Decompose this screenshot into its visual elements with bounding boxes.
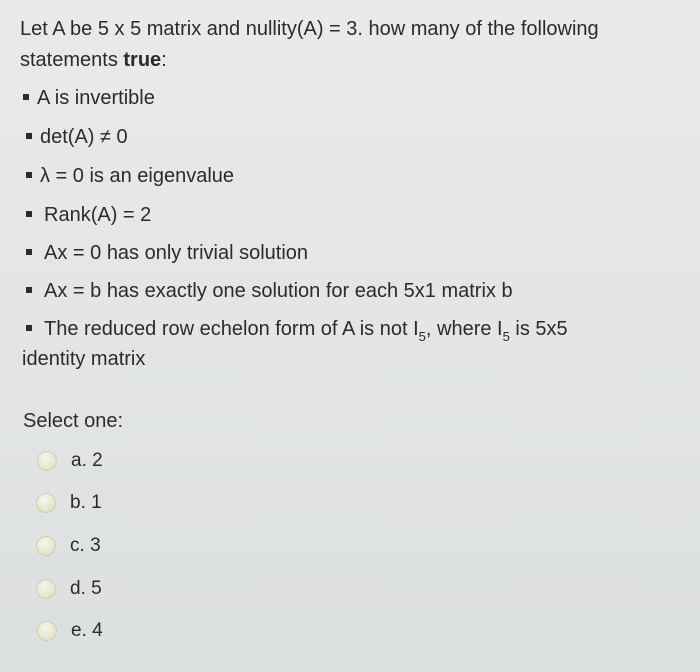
statement-text: A is invertible <box>37 87 155 109</box>
question-line-2-prefix: statements <box>20 49 124 71</box>
option-d[interactable] <box>36 578 102 600</box>
radio-button-icon[interactable] <box>37 451 57 471</box>
option-b[interactable] <box>36 492 102 514</box>
bullet-icon <box>26 133 32 139</box>
select-one-label: Select one: <box>23 410 124 432</box>
radio-button-icon[interactable] <box>36 579 56 599</box>
statement-item <box>23 87 155 110</box>
bullet-icon <box>26 172 32 178</box>
option-a[interactable] <box>37 450 103 472</box>
bullet-icon <box>26 325 32 331</box>
statement-item <box>26 242 308 265</box>
option-value: 2 <box>92 450 103 471</box>
statement-item <box>26 280 513 303</box>
radio-button-icon[interactable] <box>36 493 56 513</box>
subscript-5: 5 <box>502 329 510 344</box>
statement-text: λ = 0 is an eigenvalue <box>40 165 235 187</box>
question-true-word: true <box>123 49 162 71</box>
statement-item <box>26 126 128 149</box>
radio-button-icon[interactable] <box>36 536 56 556</box>
statement-item <box>26 204 151 227</box>
bullet-icon <box>26 287 32 293</box>
option-letter: c. <box>70 535 85 556</box>
option-e[interactable] <box>37 620 103 642</box>
bullet-icon <box>26 211 32 217</box>
statement-text: det(A) ≠ 0 <box>40 126 128 148</box>
statement-7-part1: The reduced row echelon form of A is not I <box>44 318 419 340</box>
option-letter: b. <box>70 492 86 513</box>
option-letter: d. <box>70 578 86 599</box>
statement-text: Rank(A) = 2 <box>44 204 152 226</box>
subscript-5: 5 <box>418 329 426 344</box>
option-letter: e. <box>71 620 87 641</box>
option-value: 4 <box>92 620 103 641</box>
statement-7-part2: , where I <box>425 318 503 340</box>
question-line-1: Let A be 5 x 5 matrix and nullity(A) = 3. how many of the following <box>20 18 599 40</box>
statement-7-continuation <box>22 348 145 371</box>
question-line-2-suffix: : <box>161 49 167 71</box>
option-letter: a. <box>71 450 87 471</box>
radio-button-icon[interactable] <box>37 621 57 641</box>
bullet-icon <box>23 94 29 100</box>
statement-7-line2: identity matrix <box>22 348 146 370</box>
question-text <box>20 14 680 76</box>
statement-7-part3: is 5x5 <box>509 318 568 340</box>
bullet-icon <box>26 249 32 255</box>
statement-item <box>26 318 568 344</box>
option-value: 5 <box>91 578 102 599</box>
statement-text: Ax = 0 has only trivial solution <box>44 242 309 264</box>
question-line-2 <box>20 45 680 76</box>
option-value: 1 <box>91 492 102 513</box>
option-c[interactable] <box>36 535 101 557</box>
statement-item <box>26 165 234 188</box>
option-value: 3 <box>90 535 101 556</box>
statement-text: Ax = b has exactly one solution for each 5x1 matrix b <box>44 280 513 302</box>
